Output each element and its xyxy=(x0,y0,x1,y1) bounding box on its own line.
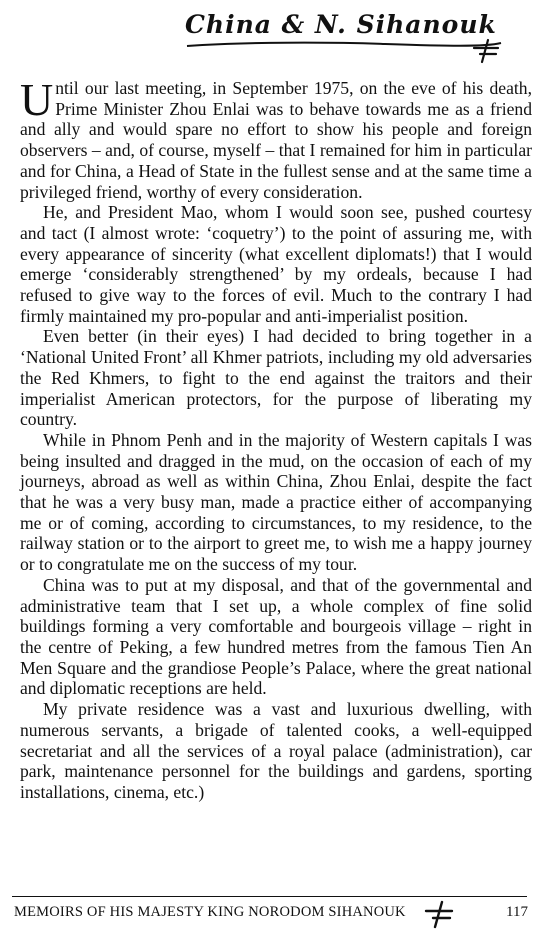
handwritten-mark-icon xyxy=(422,900,458,930)
footer-rule xyxy=(12,896,527,897)
page-number: 117 xyxy=(506,904,528,920)
drop-cap: U xyxy=(20,74,54,125)
paragraph-5: China was to put at my disposal, and that of the governmental and administrative team that I set up, a whole complex of fine solid buildings forming a very comfortable and bourgeois village – right in the centre of Peking, a few hundred metres from the famous Tien An Men Square and the grandiose People’s Palace, where the great national and diplomatic receptions are held. xyxy=(20,574,532,699)
handwritten-note: China & N. Sihanouk xyxy=(185,10,497,39)
body-text xyxy=(20,74,532,803)
handwritten-underline xyxy=(185,40,505,50)
running-title: MEMOIRS OF HIS MAJESTY KING NORODOM SIHANOUK xyxy=(14,904,406,920)
paragraph-1: Until our last meeting, in September 1975, on the eve of his death, Prime Minister Zhou Enlai was to behave towards me as a friend and ally and would spare no effort to show his people and foreign observers – and, of course, myself – that I remained for him in particular and for China, a Head of State in the fullest sense and at the same time a privileged friend, worthy of every consideration. xyxy=(20,74,532,202)
handwritten-header xyxy=(185,6,515,56)
page-footer xyxy=(14,900,528,930)
paragraph-3: Even better (in their eyes) I had decided to bring together in a ‘National United Front’ all Khmer patriots, including my old adversaries the Red Khmers, to fight to the end against the traitors and their imperialist American protectors, for the purpose of liberating my country. xyxy=(20,326,532,430)
handwritten-mark-icon xyxy=(470,38,504,66)
paragraph-2: He, and President Mao, whom I would soon see, pushed courtesy and tact (I almost wrote: ‘coquetry’) to the point of assuring me, with every appearance of sincerity (what excellent diplomats!) that I would emerge ‘considerably strengthened’ by my ordeals, because I had refused to give way to the forces of evil. Much to the contrary I had firmly maintained my pro-popular and anti-imperialist position. xyxy=(20,202,532,326)
paragraph-6: My private residence was a vast and luxurious dwelling, with numerous servants, a brigade of talented cooks, a well-equipped secretariat and all the services of a royal palace (administration), car park, maintenance personnel for the buildings and gardens, sporting installations, cinema, etc.) xyxy=(20,699,532,802)
paragraph-4: While in Phnom Penh and in the majority of Western capitals I was being insulted and dragged in the mud, on the occasion of each of my journeys, abroad as well as within China, Zhou Enlai, despite the fact that he was a very busy man, made a practice either of accompanying me or of coming, according to circumstances, to my residence, to the railway station or to the airport to greet me, to wish me a happy journey or to congratulate me on the success of my tour. xyxy=(20,429,532,575)
